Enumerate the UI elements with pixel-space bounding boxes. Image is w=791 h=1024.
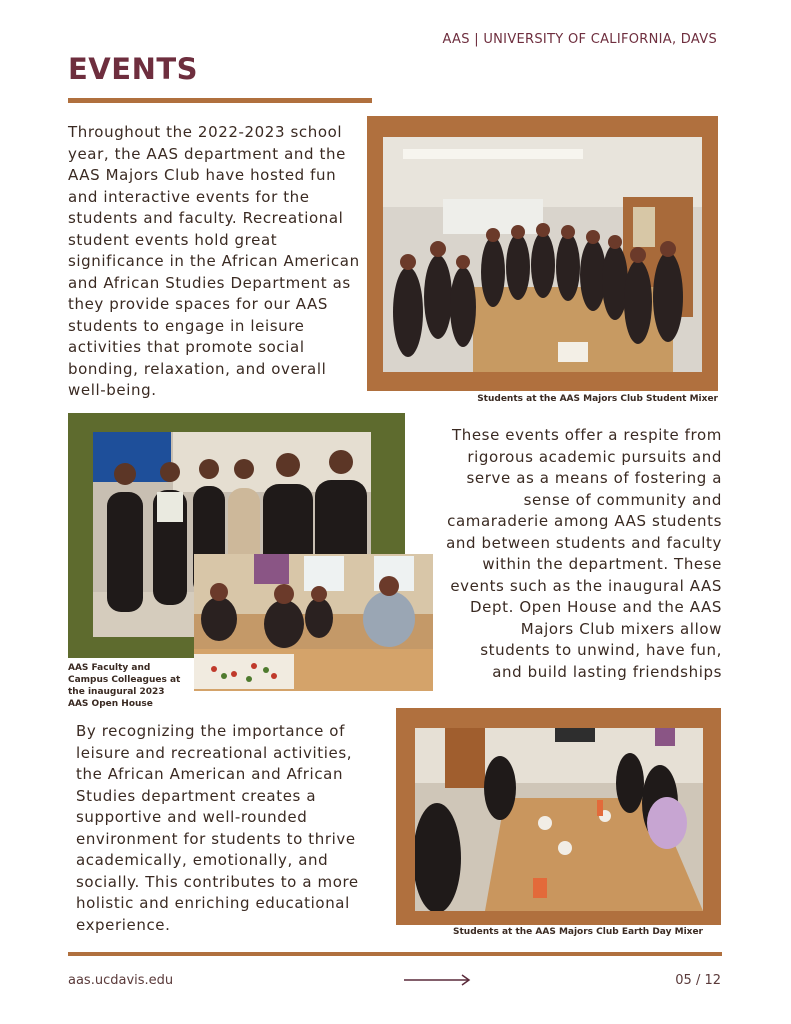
earth-day-photo xyxy=(415,728,703,911)
mixer-photo xyxy=(383,137,702,372)
community-paragraph: These events offer a respite from rigorous academic pursuits and serve as a means of fostering a sense of community and camaraderie among AAS students and between students and faculty within the department. These events such as the inaugural AAS Dept. Open House and the AAS Majors Club mixers allow students to unwind, have fun, and build lasting friendships xyxy=(446,426,722,681)
footer-divider xyxy=(68,952,722,956)
intro-paragraph: Throughout the 2022-2023 school year, the AAS department and the AAS Majors Club have hosted fun and interactive events for the students and faculty. Recreational student events hold great significance in the African American and African Studies Department as they provide spaces for our AAS students to engage in leisure activities that promote social bonding, relaxation, and overall well-being. xyxy=(68,123,360,399)
page-number: 05 / 12 xyxy=(675,973,721,988)
header-org: AAS | UNIVERSITY OF CALIFORNIA, DAVS xyxy=(442,32,717,47)
mixer-caption: Students at the AAS Majors Club Student Mixer xyxy=(477,394,718,404)
title-underline xyxy=(68,98,372,103)
footer-url[interactable]: aas.ucdavis.edu xyxy=(68,973,174,988)
open-house-photo-secondary xyxy=(194,554,433,691)
arrow-right-icon[interactable] xyxy=(404,972,472,988)
earth-day-caption: Students at the AAS Majors Club Earth Day Mixer xyxy=(453,927,703,937)
open-house-caption: AAS Faculty and Campus Colleagues at the inaugural 2023 AAS Open House xyxy=(68,663,181,709)
page-title: EVENTS xyxy=(68,52,199,86)
closing-paragraph: By recognizing the importance of leisure and recreational activities, the African American and African Studies department creates a supportive and well-rounded environment for students to thrive academically, emotionally, and socially. This contributes to a more holistic and enriching educational experience. xyxy=(76,722,359,934)
